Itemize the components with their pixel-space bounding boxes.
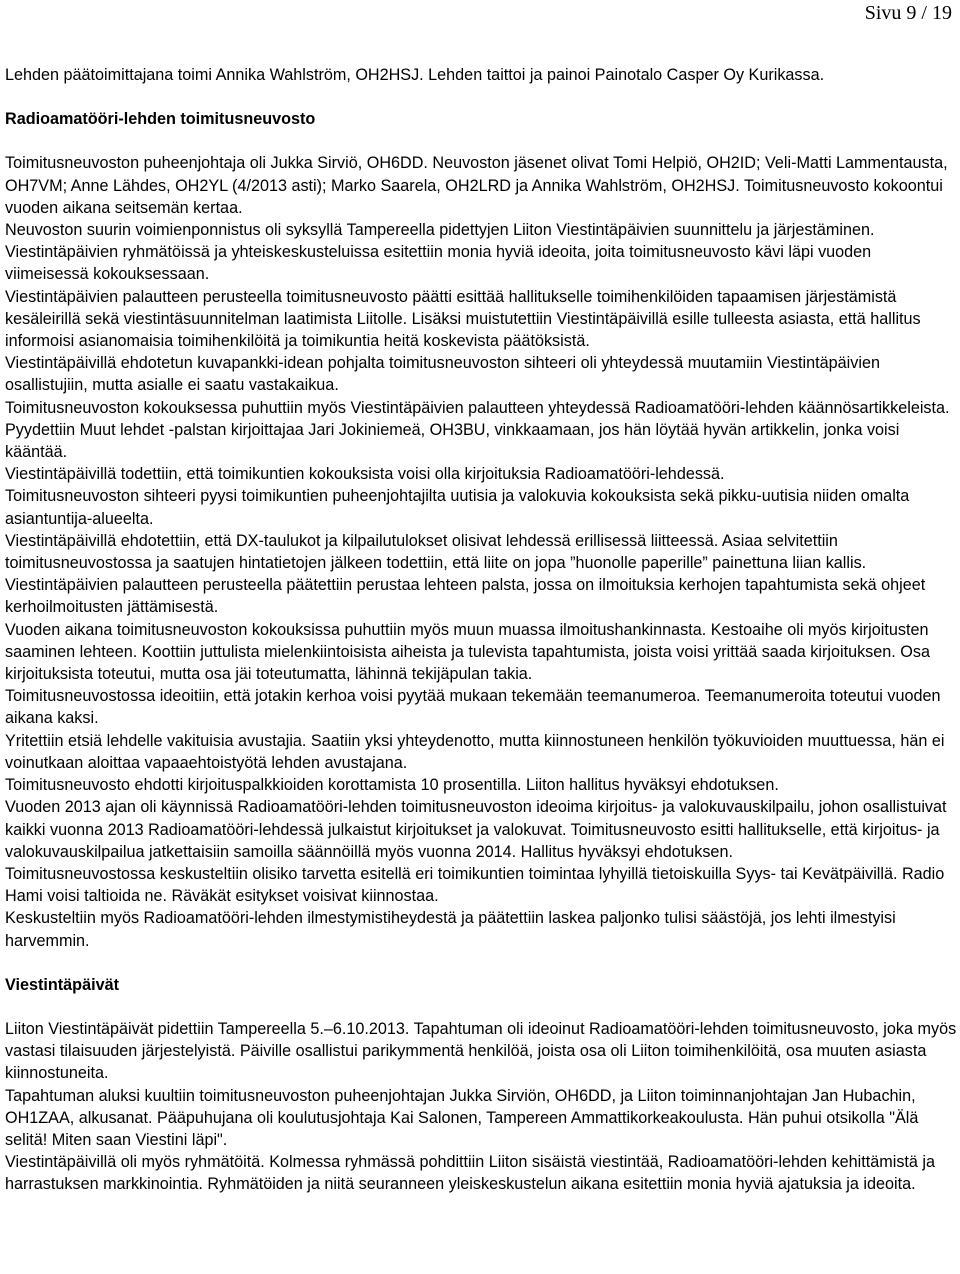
section-heading-viestintapaivat: Viestintäpäivät xyxy=(5,975,119,994)
paragraph: Liiton Viestintäpäivät pidettiin Tampereella 5.–6.10.2013. Tapahtuman oli ideoinut Radioamatööri-lehden toimitusneuvosto, joka myös vastasi tilaisuuden järjestelyistä. Päiville osallistui parikymmentä henkilöä, joista osa oli Liiton toimihenkilöitä, osa muuten asiasta kiinnostuneita. xyxy=(5,1019,957,1083)
page-number: Sivu 9 / 19 xyxy=(864,2,952,24)
paragraph: Viestintäpäivien palautteen perusteella toimitusneuvosto päätti esittää hallitukselle toimihenkilöiden tapaamisen järjestämistä kesäleirillä sekä viestintäsuunnitelman laatimista Liitolle. Lisäksi muistutettiin Viestintäpäivillä esille tulleesta asiasta, että hallitus informoisi asianomaisia toimihenkilöitä ja toimikuntia heitä koskevista päätöksistä. xyxy=(5,287,921,351)
paragraph: Viestintäpäivillä oli myös ryhmätöitä. Kolmessa ryhmässä pohdittiin Liiton sisäistä viestintää, Radioamatööri-lehden kehittämistä ja harrastuksen markkinointia. Ryhmätöiden ja niitä seuranneen yleiskeskustelun aikana esitettiin monia hyviä ajatuksia ja ideoita. xyxy=(5,1153,936,1194)
paragraph: Viestintäpäivillä ehdotettiin, että DX-taulukot ja kilpailutulokset olisivat lehdessä erillisessä liitteessä. Asiaa selvitettiin toimitusneuvostossa ja saatujen hintatietojen jälkeen todettiin, että liite on jopa ”huonolle paperille” painettuna liian kallis. xyxy=(5,531,867,573)
paragraph: Neuvoston suurin voimienponnistus oli syksyllä Tampereella pidettyjen Liiton Viestintäpäivien suunnittelu ja järjestäminen. Viestintäpäivien ryhmätöissä ja yhteiskeskusteluissa esitettiin monia hyviä ideoita, joita toimitusneuvosto kävi läpi vuoden viimeisessä kokouksessaan. xyxy=(5,221,875,284)
paragraph: Viestintäpäivillä ehdotetun kuvapankki-idean pohjalta toimitusneuvoston sihteeri oli yhteydessä muutamiin Viestintäpäivien osallistujiin, mutta asialle ei saatu vastakaikua. xyxy=(5,354,880,395)
paragraph: Viestintäpäivien palautteen perusteella päätettiin perustaa lehteen palsta, jossa on ilmoituksia kerhojen tapahtumista sekä ohjeet kerhoilmoitusten jättämisestä. xyxy=(5,576,926,617)
section-heading-toimitusneuvosto: Radioamatööri-lehden toimitusneuvosto xyxy=(5,110,316,129)
paragraph: Vuoden aikana toimitusneuvoston kokouksissa puhuttiin myös muun muassa ilmoitushankinnasta. Kestoaihe oli myös kirjoitusten saaminen lehteen. Koottiin juttulista mielenkiintoisista aiheista ja tulevista tapahtumista, joista voisi yrittää saada kirjoituksen. Osa kirjoituksista toteutui, mutta osa jäi toteutumatta, lähinnä tekijäpulan takia. xyxy=(5,620,930,684)
paragraph: Toimitusneuvostossa ideoitiin, että jotakin kerhoa voisi pyytää mukaan tekemään teemanumeroa. Teemanumeroita toteutui vuoden aikana kaksi. xyxy=(5,687,941,728)
paragraph: Yritettiin etsiä lehdelle vakituisia avustajia. Saatiin yksi yhteydenotto, mutta kiinnostuneen henkilön työkuvioiden muuttuessa, hän ei voinutkaan aloittaa vapaaehtoistyötä lehden avustajana. xyxy=(5,731,945,772)
paragraph: Toimitusneuvosto ehdotti kirjoituspalkkioiden korottamista 10 prosentilla. Liiton hallitus hyväksyi ehdotuksen. xyxy=(5,776,779,795)
paragraph: Toimitusneuvoston kokouksessa puhuttiin myös Viestintäpäivien palautteen yhteydessä Radioamatööri-lehden käännösartikkeleista. Pyydettiin Muut lehdet -palstan kirjoittajaa Jari Jokiniemeä, OH3BU, vinkkaamaan, jos hän löytää hyvän artikkelin, jonka voisi kääntää. xyxy=(5,398,950,462)
paragraph: Toimitusneuvoston sihteeri pyysi toimikuntien puheenjohtajilta uutisia ja valokuvia kokouksista sekä pikku-uutisia niiden omalta asiantuntija-alueelta. xyxy=(5,487,910,528)
paragraph: Vuoden 2013 ajan oli käynnissä Radioamatööri-lehden toimitusneuvoston ideoima kirjoitus- ja valokuvauskilpailu, johon osallistuivat kaikki vuonna 2013 Radioamatööri-lehdessä julkaistut kirjoitukset ja valokuvat. Toimitusneuvosto esitti hallitukselle, että kirjoitus- ja valokuvauskilpailua jatkettaisiin samoilla säännöillä myös vuonna 2014. Hallitus hyväksyi ehdotuksen. xyxy=(5,798,947,861)
intro-paragraph: Lehden päätoimittajana toimi Annika Wahlström, OH2HSJ. Lehden taittoi ja painoi Painotalo Casper Oy Kurikassa. xyxy=(5,66,825,84)
paragraph: Viestintäpäivillä todettiin, että toimikuntien kokouksista voisi olla kirjoituksia Radioamatööri-lehdessä. xyxy=(5,465,725,484)
paragraph: Tapahtuman aluksi kuultiin toimitusneuvoston puheenjohtajan Jukka Sirviön, OH6DD, ja Liiton toiminnanjohtajan Jan Hubachin, OH1ZAA, alkusanat. Pääpuhujana oli koulutusjohtaja Kai Salonen, Tampereen Ammattikorkeakoulusta. Hän puhui otsikolla "Älä selitä! Miten saan Viestini läpi". xyxy=(5,1086,919,1149)
paragraph: Toimitusneuvoston puheenjohtaja oli Jukka Sirviö, OH6DD. Neuvoston jäsenet olivat Tomi Helpiö, OH2ID; Veli-Matti Lammentausta, OH7VM; Anne Lähdes, OH2YL (4/2013 asti); Marko Saarela, OH2LRD ja Annika Wahlström, OH2HSJ. Toimitusneuvosto kokoontui vuoden aikana seitsemän kertaa. xyxy=(5,154,948,217)
document-body xyxy=(5,64,957,1196)
paragraph: Toimitusneuvostossa keskusteltiin olisiko tarvetta esitellä eri toimikuntien toimintaa lyhyillä tietoiskuilla Syys- tai Kevätpäivillä. Radio Hami voisi taltioida ne. Räväkät esitykset voisivat kiinnostaa. xyxy=(5,864,945,906)
paragraph: Keskusteltiin myös Radioamatööri-lehden ilmestymistiheydestä ja päätettiin laskea paljonko tulisi säästöjä, jos lehti ilmestyisi harvemmin. xyxy=(5,909,896,950)
